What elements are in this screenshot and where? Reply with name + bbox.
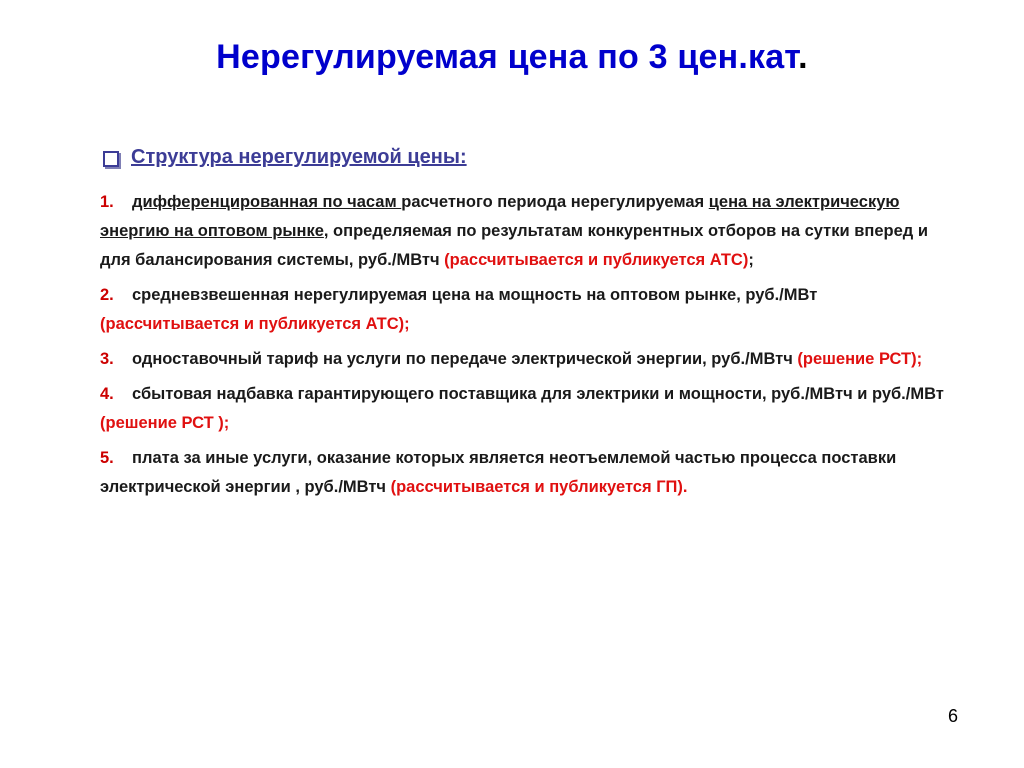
- source-note: (решение РСТ );: [100, 414, 230, 432]
- list-item-text: , определяемая по результатам конкурентных отборов на сутки вперед и для балансирования системы, руб./МВтч: [100, 222, 928, 269]
- slide-title-text: Нерегулируемая цена по 3 цен.кат: [216, 38, 799, 76]
- list-item-number: 5.: [100, 449, 114, 467]
- list-item: [100, 281, 960, 339]
- source-note: (рассчитывается и публикуется АТС): [444, 251, 749, 269]
- list-item-text: дифференцированная по часам: [132, 193, 402, 211]
- list-item-number: 4.: [100, 385, 114, 403]
- source-note: (рассчитывается и публикуется АТС);: [100, 315, 410, 333]
- list-item: [100, 444, 960, 502]
- checkbox-bullet-icon: [103, 151, 119, 167]
- list-item: [100, 345, 960, 374]
- list-item-text: ;: [748, 251, 754, 269]
- list-item-text: цена на электрическую энергию на оптовом рынке: [100, 193, 900, 240]
- slide-title: [0, 38, 1024, 77]
- list-item-number: 2.: [100, 286, 114, 304]
- source-note: (рассчитывается и публикуется ГП).: [390, 478, 688, 496]
- list-item: [100, 380, 960, 438]
- slide-title-dot: .: [798, 38, 808, 76]
- list-item-text: расчетного периода нерегулируемая: [401, 193, 709, 211]
- section-heading: [103, 146, 467, 169]
- list-item-text: одноставочный тариф на услуги по передаче электрической энергии, руб./МВтч: [132, 350, 798, 368]
- section-heading-text: Структура нерегулируемой цены:: [131, 146, 467, 168]
- list-item-text: сбытовая надбавка гарантирующего поставщика для электрики и мощности, руб./МВтч и руб./МВт: [132, 385, 944, 403]
- list-item-text: средневзвешенная нерегулируемая цена на мощность на оптовом рынке, руб./МВт: [132, 286, 818, 304]
- page-number: 6: [948, 706, 959, 726]
- list-item-number: 1.: [100, 193, 114, 211]
- list-item-text: плата за иные услуги, оказание которых является неотъемлемой частью процесса поставки электрической энергии , руб./МВтч: [100, 449, 897, 496]
- list-item-number: 3.: [100, 350, 114, 368]
- list-item: [100, 188, 960, 275]
- source-note: (решение РСТ);: [797, 350, 923, 368]
- price-structure-list: [100, 188, 960, 508]
